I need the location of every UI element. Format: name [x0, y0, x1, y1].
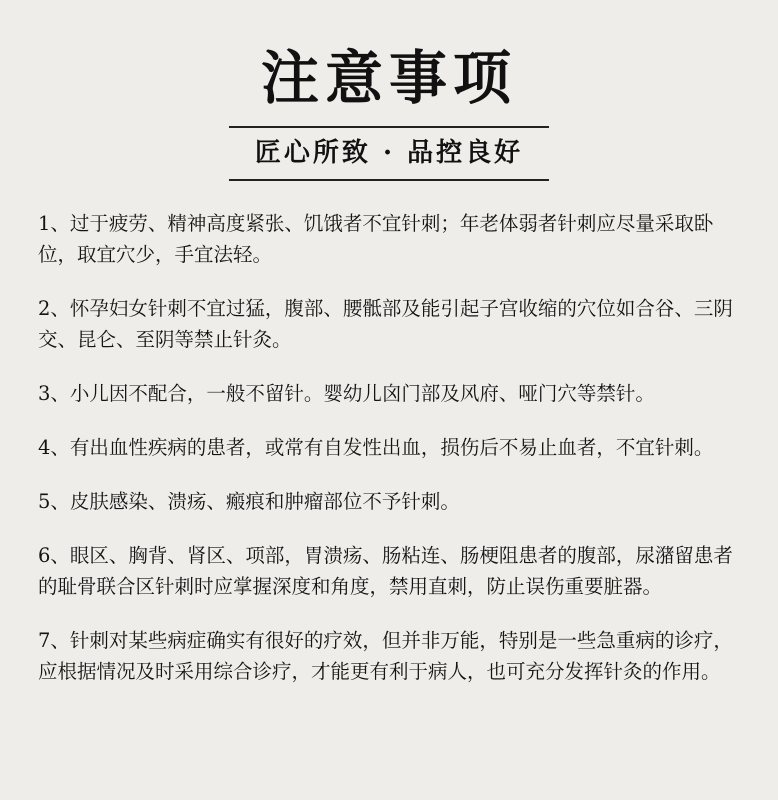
note-text: 6、眼区、胸背、肾区、项部，胃溃疡、肠粘连、肠梗阻患者的腹部，尿潴留患者的耻骨联合区针刺时应掌握深度和角度，禁用直刺，防止误伤重要脏器。	[38, 544, 733, 598]
page-title: 注意事项	[260, 44, 517, 112]
note-item-3	[38, 378, 748, 409]
notes-list	[38, 208, 748, 710]
note-text: 4、有出血性疾病的患者，或常有自发性出血，损伤后不易止血者，不宜针刺。	[38, 436, 714, 459]
note-text: 2、怀孕妇女针刺不宜过猛，腹部、腰骶部及能引起子宫收缩的穴位如合谷、三阴交、昆仑、至阴等禁止针灸。	[38, 297, 733, 351]
note-item-7	[38, 625, 748, 687]
note-item-1	[38, 208, 748, 270]
subtitle-block	[0, 126, 778, 181]
note-text: 7、针刺对某些病症确实有很好的疗效，但并非万能，特别是一些急重病的诊疗，应根据情况及时采用综合诊疗，才能更有利于病人，也可充分发挥针灸的作用。	[38, 629, 733, 683]
note-item-6	[38, 540, 748, 602]
note-item-4	[38, 432, 748, 463]
note-item-5	[38, 486, 748, 517]
note-text: 5、皮肤感染、溃疡、瘢痕和肿瘤部位不予针刺。	[38, 490, 460, 513]
note-text: 3、小儿因不配合，一般不留针。婴幼儿囟门部及风府、哑门穴等禁针。	[38, 382, 655, 405]
note-item-2	[38, 293, 748, 355]
note-text: 1、过于疲劳、精神高度紧张、饥饿者不宜针刺；年老体弱者针刺应尽量采取卧位，取宜穴少，手宜法轻。	[38, 212, 714, 266]
page-subtitle: 匠心所致 · 品控良好	[229, 126, 549, 181]
